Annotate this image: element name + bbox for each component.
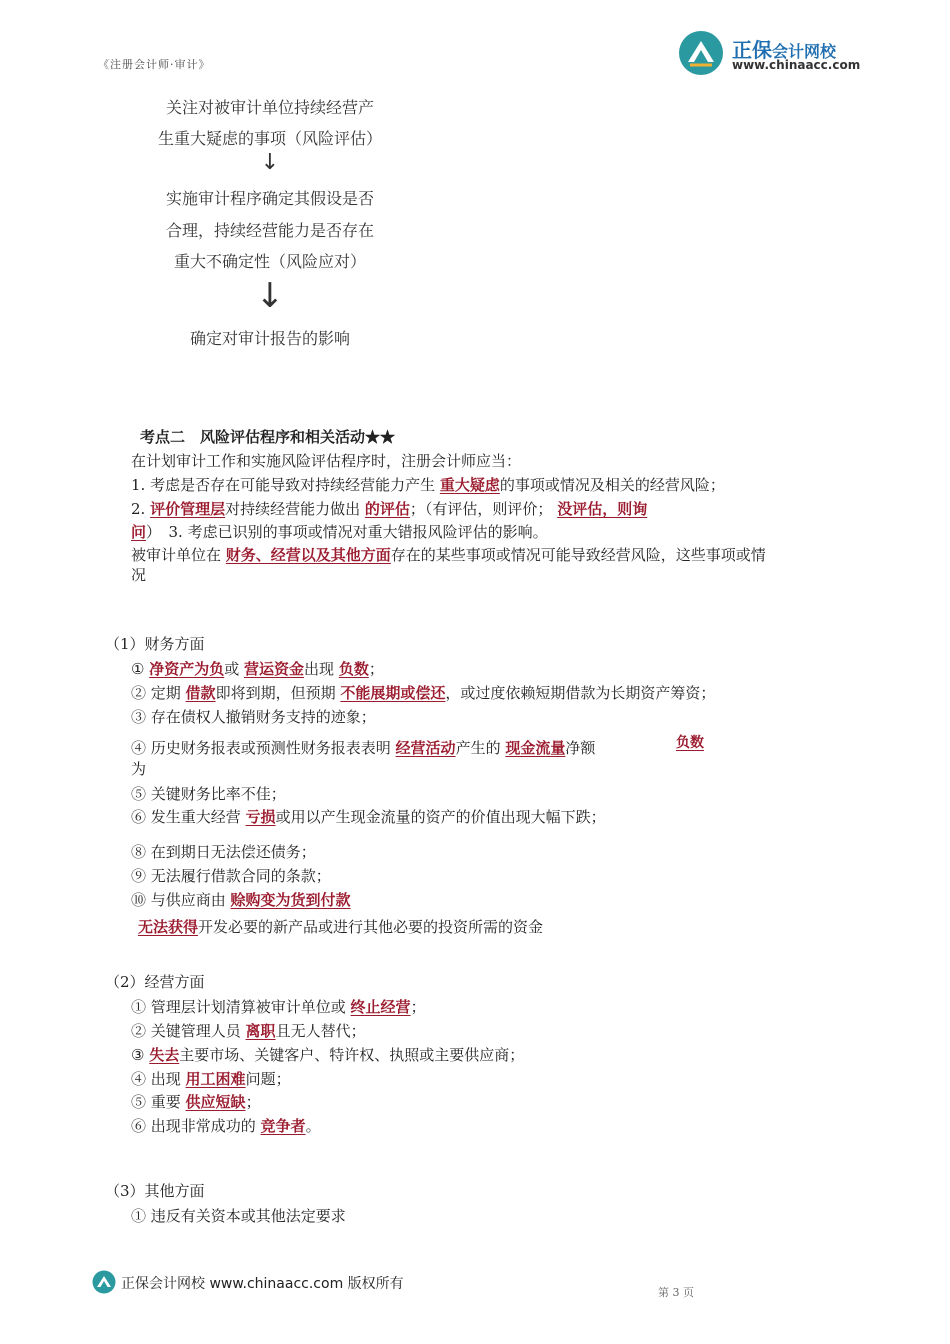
flow-step3: 确定对审计报告的影响 bbox=[189, 329, 350, 348]
finance-item-4-cont: 为 bbox=[131, 760, 147, 778]
finance-item-4: ④ 历史财务报表或预测性财务报表表明 经营活动产生的 现金流量净额 bbox=[131, 739, 596, 757]
finance-item-4-cut bbox=[676, 732, 704, 751]
keyword: 经营活动 bbox=[395, 739, 456, 757]
keyword: 营运资金 bbox=[244, 660, 305, 678]
section-item-3: 问） 3. 考虑已识别的事项或情况对重大错报风险评估的影响。 bbox=[131, 523, 548, 541]
flow-step1-line2: 生重大疑虑的事项（风险评估） bbox=[157, 129, 382, 148]
keyword: 用工困难 bbox=[185, 1070, 246, 1088]
finance-item-2: ② 定期 借款即将到期，但预期 不能展期或偿还，或过度依赖短期借款为长期资产筹资； bbox=[131, 684, 716, 702]
keyword: 失去 bbox=[149, 1046, 180, 1064]
operation-item-3: ③ 失去主要市场、关键客户、特许权、执照或主要供应商； bbox=[131, 1046, 525, 1064]
keyword: 不能展期或偿还 bbox=[340, 684, 446, 702]
header-url[interactable]: www.chinaacc.com bbox=[732, 58, 861, 72]
operation-item-2: ② 关键管理人员 离职且无人替代； bbox=[131, 1022, 366, 1040]
finance-heading: （1）财务方面 bbox=[105, 635, 205, 653]
keyword: 现金流量 bbox=[505, 739, 566, 757]
keyword: 终止经营 bbox=[350, 998, 411, 1016]
operation-heading: （2）经营方面 bbox=[105, 973, 205, 991]
other-heading: （3）其他方面 bbox=[105, 1182, 205, 1200]
operation-item-4: ④ 出现 用工困难问题； bbox=[131, 1070, 291, 1088]
keyword: 负数 bbox=[676, 735, 704, 751]
keyword: 问 bbox=[131, 523, 147, 541]
finance-item-11: 无法获得开发必要的新产品或进行其他必要的投资所需的资金 bbox=[138, 918, 544, 936]
finance-item-6: ⑥ 发生重大经营 亏损或用以产生现金流量的资产的价值出现大幅下跌； bbox=[131, 808, 606, 826]
finance-item-1: ① 净资产为负或 营运资金出现 负数； bbox=[131, 660, 384, 678]
footer-logo-icon bbox=[92, 1270, 116, 1294]
flow-step2-line1: 实施审计程序确定其假设是否 bbox=[165, 189, 374, 208]
keyword: 负数 bbox=[338, 660, 369, 678]
operation-item-1: ① 管理层计划清算被审计单位或 终止经营； bbox=[131, 998, 426, 1016]
keyword: 借款 bbox=[185, 684, 216, 702]
keyword: 亏损 bbox=[245, 808, 276, 826]
keyword: 净资产为负 bbox=[149, 660, 225, 678]
section-title: 考点二 风险评估程序和相关活动★★ bbox=[140, 428, 396, 446]
flow-step2-line3: 重大不确定性（风险应对） bbox=[173, 252, 366, 271]
section-item-2: 2. 评价管理层对持续经营能力做出 的评估；（有评估，则评价； 没评估，则询 bbox=[131, 500, 648, 518]
keyword: 的评估 bbox=[364, 500, 410, 518]
section-para: 被审计单位在 财务、经营以及其他方面存在的某些事项或情况可能导致经营风险，这些事项或情 bbox=[131, 546, 766, 564]
brand-main: 正保 bbox=[732, 38, 772, 62]
operation-item-5: ⑤ 重要 供应短缺； bbox=[131, 1093, 261, 1111]
flow-arrow-2: ↓ bbox=[255, 276, 285, 316]
keyword: 竞争者 bbox=[260, 1117, 306, 1135]
operation-item-6: ⑥ 出现非常成功的 竞争者。 bbox=[131, 1117, 321, 1135]
keyword: 供应短缺 bbox=[185, 1093, 246, 1111]
finance-item-9: ⑨ 无法履行借款合同的条款； bbox=[131, 867, 331, 885]
keyword: 赊购变为货到付款 bbox=[230, 891, 351, 909]
keyword: 评价管理层 bbox=[150, 500, 226, 518]
finance-item-10: ⑩ 与供应商由 赊购变为货到付款 bbox=[131, 891, 351, 909]
flow-step2-line2: 合理，持续经营能力是否存在 bbox=[165, 221, 374, 240]
keyword: 没评估，则询 bbox=[557, 500, 648, 518]
finance-item-3: ③ 存在债权人撤销财务支持的迹象； bbox=[131, 708, 376, 726]
section-item-1: 1. 考虑是否存在可能导致对持续经营能力产生 重大疑虑的事项或情况及相关的经营风险； bbox=[131, 476, 725, 494]
section-para-cont: 况 bbox=[131, 566, 147, 584]
keyword: 无法获得 bbox=[138, 918, 199, 936]
keyword: 离职 bbox=[245, 1022, 276, 1040]
keyword: 重大疑虑 bbox=[439, 476, 500, 494]
keyword: 财务、经营以及其他方面 bbox=[225, 546, 391, 564]
chinaacc-logo-icon bbox=[678, 30, 724, 76]
header-course-label: 《注册会计师·审计》 bbox=[98, 58, 211, 71]
section-intro: 在计划审计工作和实施风险评估程序时，注册会计师应当： bbox=[131, 452, 522, 470]
finance-item-8: ⑧ 在到期日无法偿还债务； bbox=[131, 843, 316, 861]
flow-arrow-1: ↓ bbox=[260, 150, 280, 175]
page-number: 第 3 页 bbox=[658, 1286, 694, 1299]
brand-sub: 会计网校 bbox=[772, 42, 837, 61]
flow-step1-line1: 关注对被审计单位持续经营产 bbox=[165, 98, 374, 117]
other-item-1: ① 违反有关资本或其他法定要求 bbox=[131, 1207, 346, 1225]
finance-item-5: ⑤ 关键财务比率不佳； bbox=[131, 785, 286, 803]
footer-copyright: 正保会计网校 www.chinaacc.com 版权所有 bbox=[121, 1276, 404, 1292]
